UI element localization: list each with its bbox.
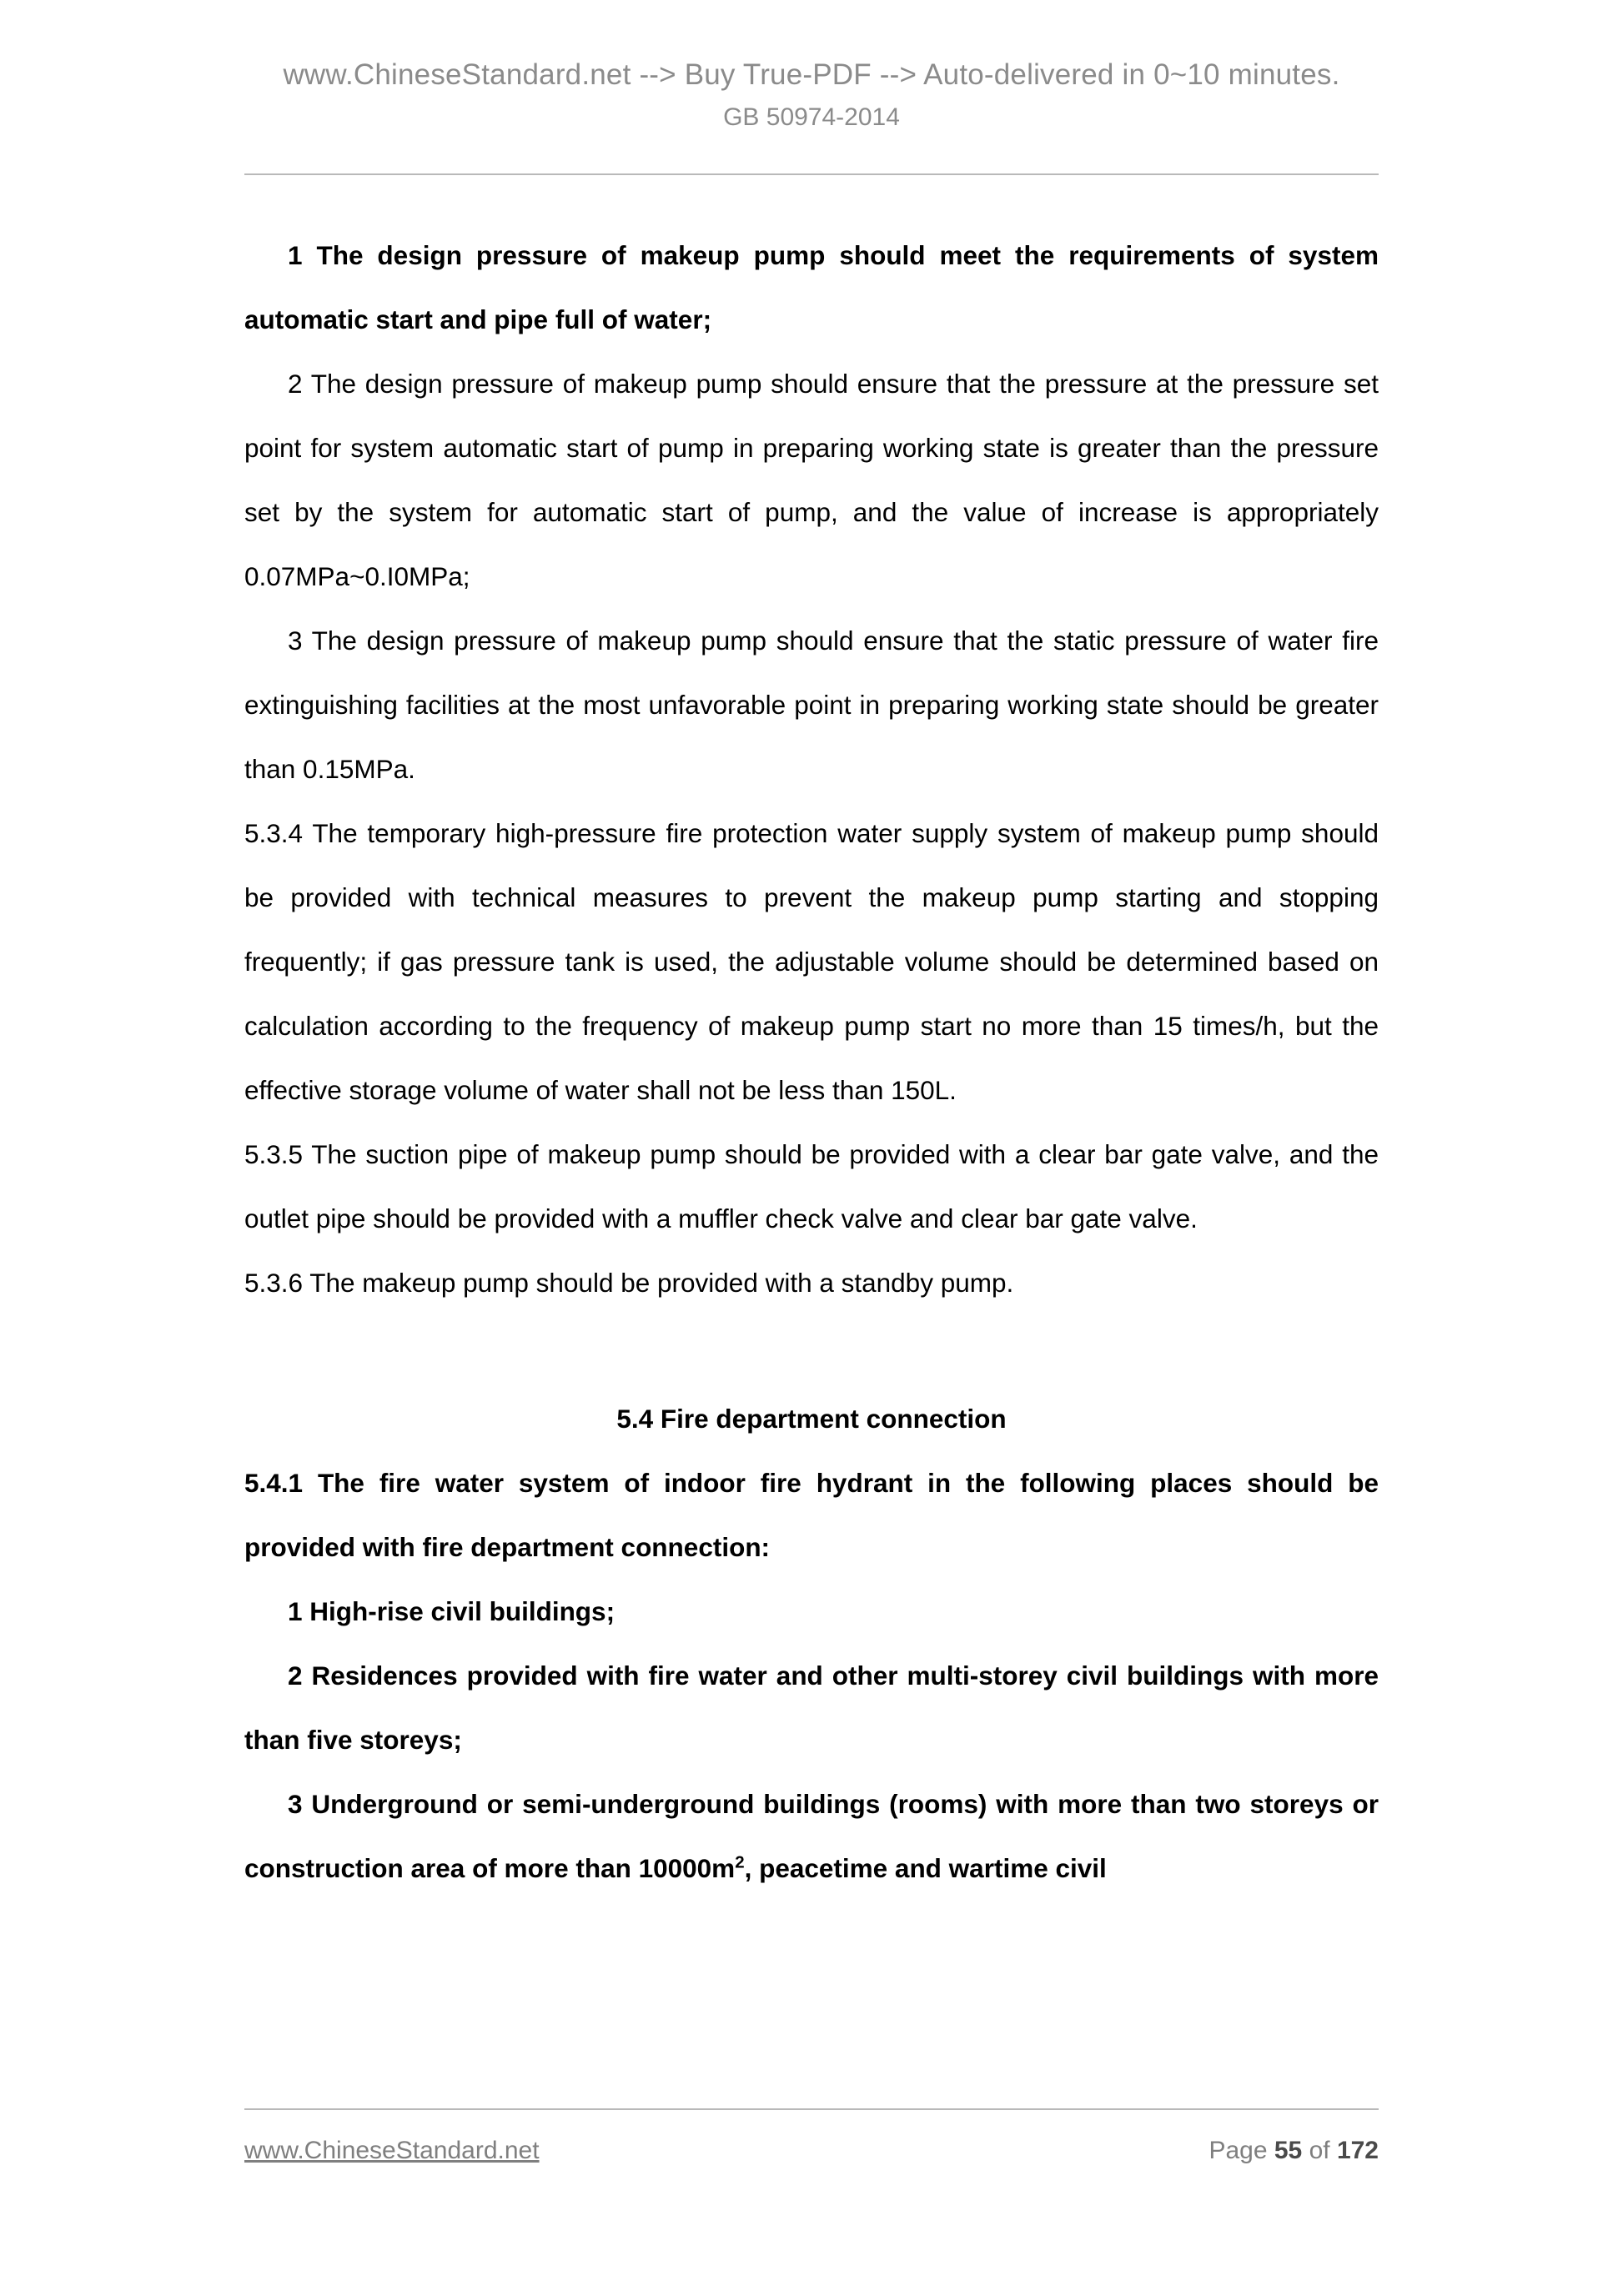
paragraph-clause-5-4-1: 5.4.1 The fire water system of indoor fire hydrant in the following places should be provided with fire department connection:	[244, 1468, 1379, 1562]
paragraph-item-1	[244, 224, 1379, 352]
footer-divider	[244, 2108, 1379, 2110]
section-heading-5-4: 5.4 Fire department connection	[616, 1404, 1007, 1434]
page-middle: of	[1302, 2137, 1337, 2164]
page-header	[0, 58, 1623, 132]
paragraph-sub-2	[244, 1644, 1379, 1772]
paragraph-item-2	[244, 352, 1379, 609]
page-total: 172	[1336, 2137, 1379, 2164]
standard-code: GB 50974-2014	[723, 103, 900, 131]
paragraph-item-3	[244, 609, 1379, 801]
sub-1-text: 1 High-rise civil buildings;	[288, 1596, 616, 1626]
paragraph-sub-1	[244, 1580, 1379, 1644]
paragraph-sub-3	[244, 1772, 1379, 1901]
footer-site-link[interactable]: www.ChineseStandard.net	[244, 2137, 540, 2164]
sub-3-text-part2: , peacetime and wartime civil	[744, 1853, 1107, 1883]
document-body	[244, 224, 1379, 1901]
paragraph-clause-5-3-5: 5.3.5 The suction pipe of makeup pump should be provided with a clear bar gate valve, and the outlet pipe should be provided with a muffler check valve and clear bar gate valve.	[244, 1139, 1379, 1233]
paragraph-clause-5-3-4: 5.3.4 The temporary high-pressure fire protection water supply system of makeup pump should be provided with technical measures to prevent the makeup pump starting and stopping frequently; if gas pressure tank is used, the adjustable volume should be determined based on calculation according to the frequency of makeup pump start no more than 15 times/h, but the effective storage volume of water shall not be less than 150L.	[244, 818, 1379, 1105]
page-number-indicator	[1208, 2137, 1379, 2165]
page-prefix: Page	[1208, 2137, 1274, 2164]
superscript-square: 2	[735, 1852, 745, 1872]
header-divider	[244, 173, 1379, 175]
promo-text: www.ChineseStandard.net --> Buy True-PDF --> Auto-delivered in 0~10 minutes.	[283, 58, 1340, 91]
paragraph-clause-5-3-6: 5.3.6 The makeup pump should be provided with a standby pump.	[244, 1268, 1014, 1298]
page-footer	[244, 2137, 1379, 2165]
sub-3-text-part1: 3 Underground or semi-underground buildings (rooms) with more than two storeys or construction area of more than 10000m	[244, 1789, 1379, 1883]
item-1-text: 1 The design pressure of makeup pump should meet the requirements of system automatic start and pipe full of water;	[244, 240, 1379, 334]
item-2-text: 2 The design pressure of makeup pump should ensure that the pressure at the pressure set point for system automatic start of pump in preparing working state is greater than the pressure set by the system for automatic start of pump, and the value of increase is appropriately 0.07MPa~0.I0MPa;	[244, 369, 1379, 591]
page-current: 55	[1274, 2137, 1303, 2164]
sub-2-text: 2 Residences provided with fire water and other multi-storey civil buildings with more than five storeys;	[244, 1660, 1379, 1755]
item-3-text: 3 The design pressure of makeup pump should ensure that the static pressure of water fire extinguishing facilities at the most unfavorable point in preparing working state should be greater than 0.15MPa.	[244, 625, 1379, 784]
